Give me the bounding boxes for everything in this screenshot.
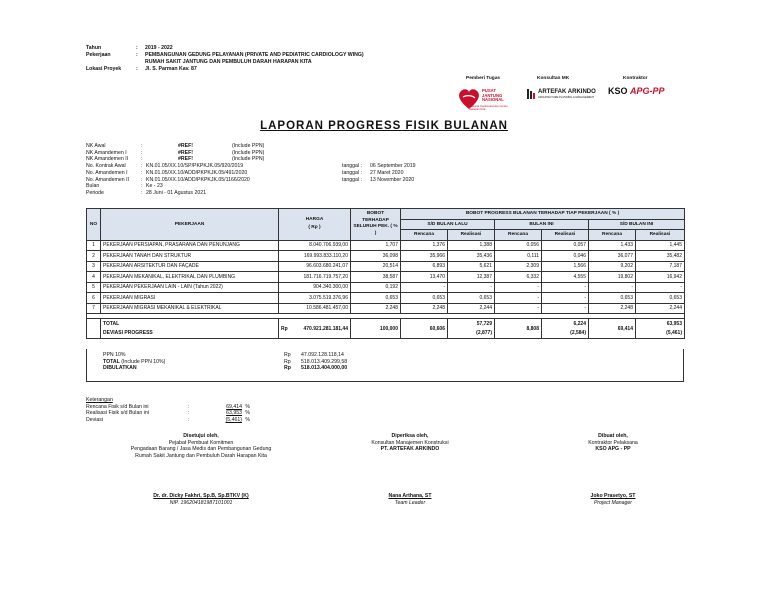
table-row: 5 PEKERJAAN PEKERJAAN LAIN - LAIN (Tahun 2022) 904.340.300,00 0,192 - - - - - -: [87, 282, 685, 293]
col-lalu-realisasi: Realisasi: [448, 230, 495, 241]
keterangan-item: Rencana Fisik s/d Bulan ini : 69,414 %: [86, 403, 250, 410]
deviasi-row: DEVIASI PROGRESS (2,877) (2,584) (5,461): [87, 329, 685, 339]
progress-table: [86, 208, 685, 339]
col-sd-ini: S/D BULAN INI: [589, 219, 685, 230]
col-sd-realisasi: Realisasi: [636, 230, 685, 241]
signature-block: Dibuat oleh, Kontraktor Pelaksana KSO APG - PP Joko Prasetyo, ST Project Manager: [588, 433, 638, 506]
konsultan-mk-label: Konsultan MK: [537, 76, 570, 81]
table-row: 1 PEKERJAAN PERSIAPAN, PRASARANA DAN PENUNJANG 8.040.706.939,00 1,707 1,376 1,388 0,056 0,057 1,433 1,445: [87, 240, 685, 251]
table-row: 3 PEKERJAAN ARSITEKTUR DAN FAÇADE 96.603.680.241,07 20,514 6,893 5,621 2,309 1,566 9,202 7,187: [87, 261, 685, 272]
col-bobot: BOBOT TERHADAP SELURUH PEK. ( % ): [351, 209, 401, 241]
total-harga-cell: Rp 470.921.281.181,44: [279, 319, 351, 339]
artefak-logo: ARTEFAK ARKINDO ARCHITECTURE PLANNING & MANAGEMENT: [527, 89, 587, 103]
col-lalu-rencana: Rencana: [401, 230, 448, 241]
col-no: NO: [87, 209, 101, 241]
ppn-frame: [86, 349, 684, 382]
kontraktor-label: Kontraktor: [623, 76, 648, 81]
col-pekerjaan: PEKERJAAN: [101, 209, 279, 241]
total-row: TOTAL Rp 470.921.281.181,44 100,000 60,606 57,729 8,808 6,224 69,414 63,953: [87, 319, 685, 329]
signature-block: Disetujui oleh, Pejabat Pembuat Komitmen Pengadaan Barang / Jasa Medis dan Pembangunan Gedung Rumah Sakit Jantung dan Pembuluh Darah Harapan Kita Dr. dr. Dicky Fakhri, Sp.B, Sp.BTKV (K) NIP. 196204181987101001: [130, 433, 272, 506]
col-progress: BOBOT PROGRESS BULANAN TERHADAP TIAP PEKERJAAN ( % ): [401, 209, 685, 220]
signature-block: Diperiksa oleh, Konsultan Manajemen Konstruksi PT. ARTEFAK ARKINDO Nana Arthana, ST Team Leader: [371, 433, 449, 506]
col-ini: BULAN INI: [495, 219, 589, 230]
col-ini-realisasi: Realisasi: [542, 230, 589, 241]
keterangan-item: Deviasi : (5,461) %: [86, 416, 250, 423]
table-row: 2 PEKERJAAN TANAH DAN STRUKTUR 169.993.833.110,20 36,098 35,966 35,436 0,111 0,046 36,077 35,482: [87, 251, 685, 262]
pusat-jantung-logo: PUSAT JANTUNG NASIONAL National Cardiovascular Center Harapan Kita: [455, 83, 510, 113]
col-ini-rencana: Rencana: [495, 230, 542, 241]
table-row: 7 PEKERJAAN MIGRASI MEKANIKAL & ELEKTRIKAL 10.586.481.457,00 2,248 2,248 2,244 - - 2,248 2,244: [87, 303, 685, 314]
keterangan: Keterangan Rencana Fisik s/d Bulan ini : 69,414 % Realisasi Fisik s/d Bulan ini : 63,953 % Deviasi : (5,461) %: [86, 397, 256, 423]
artefak-mark-icon: [527, 89, 537, 99]
col-harga: HARGA ( Rp ): [279, 209, 351, 241]
col-sd-rencana: Rencana: [589, 230, 636, 241]
page-title: LAPORAN PROGRESS FISIK BULANAN: [260, 120, 508, 132]
ppn-block: PPN 10% Rp 47.092.128.118,14 TOTAL (Include PPN 10%) Rp 518.013.409.299,58 DIBULATKAN Rp 518.013.404.000,00: [103, 352, 348, 372]
kso-logo: KSO APG-PP: [608, 86, 665, 96]
pemberi-tugas-label: Pemberi Tugas: [466, 76, 501, 81]
table-row: 6 PEKERJAAN MIGRASI 3.075.519.376,96 0,653 0,653 0,653 - - 0,653 0,653: [87, 293, 685, 304]
keterangan-item: Realisasi Fisik s/d Bulan ini : 63,953 %: [86, 410, 250, 417]
col-lalu: S/D BULAN LALU: [401, 219, 495, 230]
table-row: 4 PEKERJAAN MEKANIKAL, ELEKTRIKAL DAN PLUMBING 181.716.719.757,20 38,587 13,470 12,387 6,332 4,555 19,802 16,942: [87, 272, 685, 283]
